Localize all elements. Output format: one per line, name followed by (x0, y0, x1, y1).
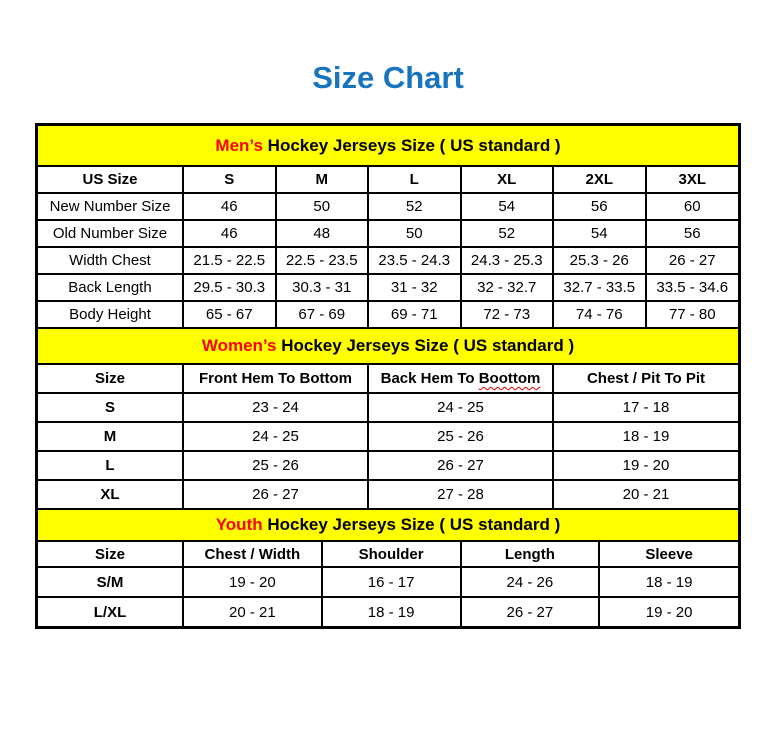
table-cell: 54 (553, 220, 646, 247)
table-cell: 60 (646, 193, 739, 220)
row-label: Old Number Size (38, 220, 183, 247)
page-title: Size Chart (312, 60, 464, 95)
column-header: Shoulder (322, 542, 461, 567)
table-cell: 24.3 - 25.3 (461, 247, 554, 274)
table-cell: 24 - 26 (461, 567, 600, 597)
table-cell: 24 - 25 (183, 422, 368, 451)
table-row (38, 274, 738, 301)
table-cell: 26 - 27 (461, 597, 600, 626)
column-header-text: Back Hem To (380, 370, 479, 387)
column-header: Chest / Width (183, 542, 322, 567)
row-label: L (38, 451, 183, 480)
table-cell: 19 - 20 (183, 567, 322, 597)
table-cell: 18 - 19 (553, 422, 738, 451)
table-cell: 32 - 32.7 (461, 274, 554, 301)
table-cell: 21.5 - 22.5 (183, 247, 276, 274)
table-cell: 18 - 19 (599, 567, 738, 597)
table-row (38, 451, 738, 480)
table-row (38, 247, 738, 274)
table-cell: 46 (183, 193, 276, 220)
table-cell: 67 - 69 (276, 301, 369, 327)
column-header: 3XL (646, 167, 739, 193)
table-cell: 24 - 25 (368, 393, 553, 422)
column-header: Size (38, 542, 183, 567)
column-header: L (368, 167, 461, 193)
column-header: US Size (38, 167, 183, 193)
youth-section-banner (38, 508, 738, 542)
row-label: L/XL (38, 597, 183, 626)
youth-banner-text: Hockey Jerseys Size ( US standard ) (262, 515, 561, 534)
table-cell: 30.3 - 31 (276, 274, 369, 301)
women-header-row (38, 365, 738, 393)
column-header: M (276, 167, 369, 193)
table-cell: 16 - 17 (322, 567, 461, 597)
men-section-banner (38, 126, 738, 167)
table-row (38, 422, 738, 451)
table-cell: 50 (276, 193, 369, 220)
table-row (38, 301, 738, 327)
table-cell: 26 - 27 (183, 480, 368, 508)
women-banner-text: Hockey Jerseys Size ( US standard ) (276, 336, 575, 355)
women-size-table (38, 365, 738, 508)
row-label: M (38, 422, 183, 451)
youth-header-row (38, 542, 738, 567)
men-header-row (38, 167, 738, 193)
column-header: S (183, 167, 276, 193)
table-cell: 54 (461, 193, 554, 220)
women-section-banner (38, 327, 738, 365)
row-label: Body Height (38, 301, 183, 327)
table-cell: 25 - 26 (368, 422, 553, 451)
youth-size-table (38, 542, 738, 626)
table-row (38, 220, 738, 247)
table-cell: 17 - 18 (553, 393, 738, 422)
size-chart-board (35, 123, 741, 629)
table-cell: 52 (368, 193, 461, 220)
table-cell: 22.5 - 23.5 (276, 247, 369, 274)
column-header: 2XL (553, 167, 646, 193)
column-header: Chest / Pit To Pit (553, 365, 738, 393)
table-cell: 19 - 20 (553, 451, 738, 480)
table-cell: 72 - 73 (461, 301, 554, 327)
table-cell: 32.7 - 33.5 (553, 274, 646, 301)
table-cell: 69 - 71 (368, 301, 461, 327)
table-cell: 46 (183, 220, 276, 247)
row-label: XL (38, 480, 183, 508)
column-header: Sleeve (599, 542, 738, 567)
table-cell: 56 (553, 193, 646, 220)
row-label: S/M (38, 567, 183, 597)
column-header: XL (461, 167, 554, 193)
misspelled-word: Boottom (478, 370, 541, 387)
column-header: Front Hem To Bottom (183, 365, 368, 393)
table-cell: 23 - 24 (183, 393, 368, 422)
table-cell: 19 - 20 (599, 597, 738, 626)
table-cell: 31 - 32 (368, 274, 461, 301)
table-cell: 48 (276, 220, 369, 247)
table-cell: 50 (368, 220, 461, 247)
row-label: New Number Size (38, 193, 183, 220)
column-header (368, 365, 553, 393)
table-cell: 25 - 26 (183, 451, 368, 480)
table-row (38, 193, 738, 220)
men-size-table (38, 167, 738, 327)
row-label: Back Length (38, 274, 183, 301)
women-banner-highlight: Women’s (201, 336, 277, 355)
youth-banner-highlight: Youth (215, 515, 263, 534)
table-row (38, 597, 738, 626)
table-cell: 20 - 21 (183, 597, 322, 626)
table-cell: 25.3 - 26 (553, 247, 646, 274)
table-cell: 56 (646, 220, 739, 247)
men-banner-text: Hockey Jerseys Size ( US standard ) (262, 136, 561, 155)
table-cell: 52 (461, 220, 554, 247)
table-row (38, 480, 738, 508)
table-cell: 26 - 27 (368, 451, 553, 480)
men-banner-highlight: Men’s (215, 136, 263, 155)
table-cell: 65 - 67 (183, 301, 276, 327)
column-header: Length (461, 542, 600, 567)
row-label: Width Chest (38, 247, 183, 274)
table-cell: 77 - 80 (646, 301, 739, 327)
table-cell: 27 - 28 (368, 480, 553, 508)
table-row (38, 567, 738, 597)
table-cell: 23.5 - 24.3 (368, 247, 461, 274)
table-cell: 26 - 27 (646, 247, 739, 274)
table-cell: 74 - 76 (553, 301, 646, 327)
table-cell: 29.5 - 30.3 (183, 274, 276, 301)
table-cell: 18 - 19 (322, 597, 461, 626)
row-label: S (38, 393, 183, 422)
table-cell: 33.5 - 34.6 (646, 274, 739, 301)
table-row (38, 393, 738, 422)
table-cell: 20 - 21 (553, 480, 738, 508)
column-header: Size (38, 365, 183, 393)
